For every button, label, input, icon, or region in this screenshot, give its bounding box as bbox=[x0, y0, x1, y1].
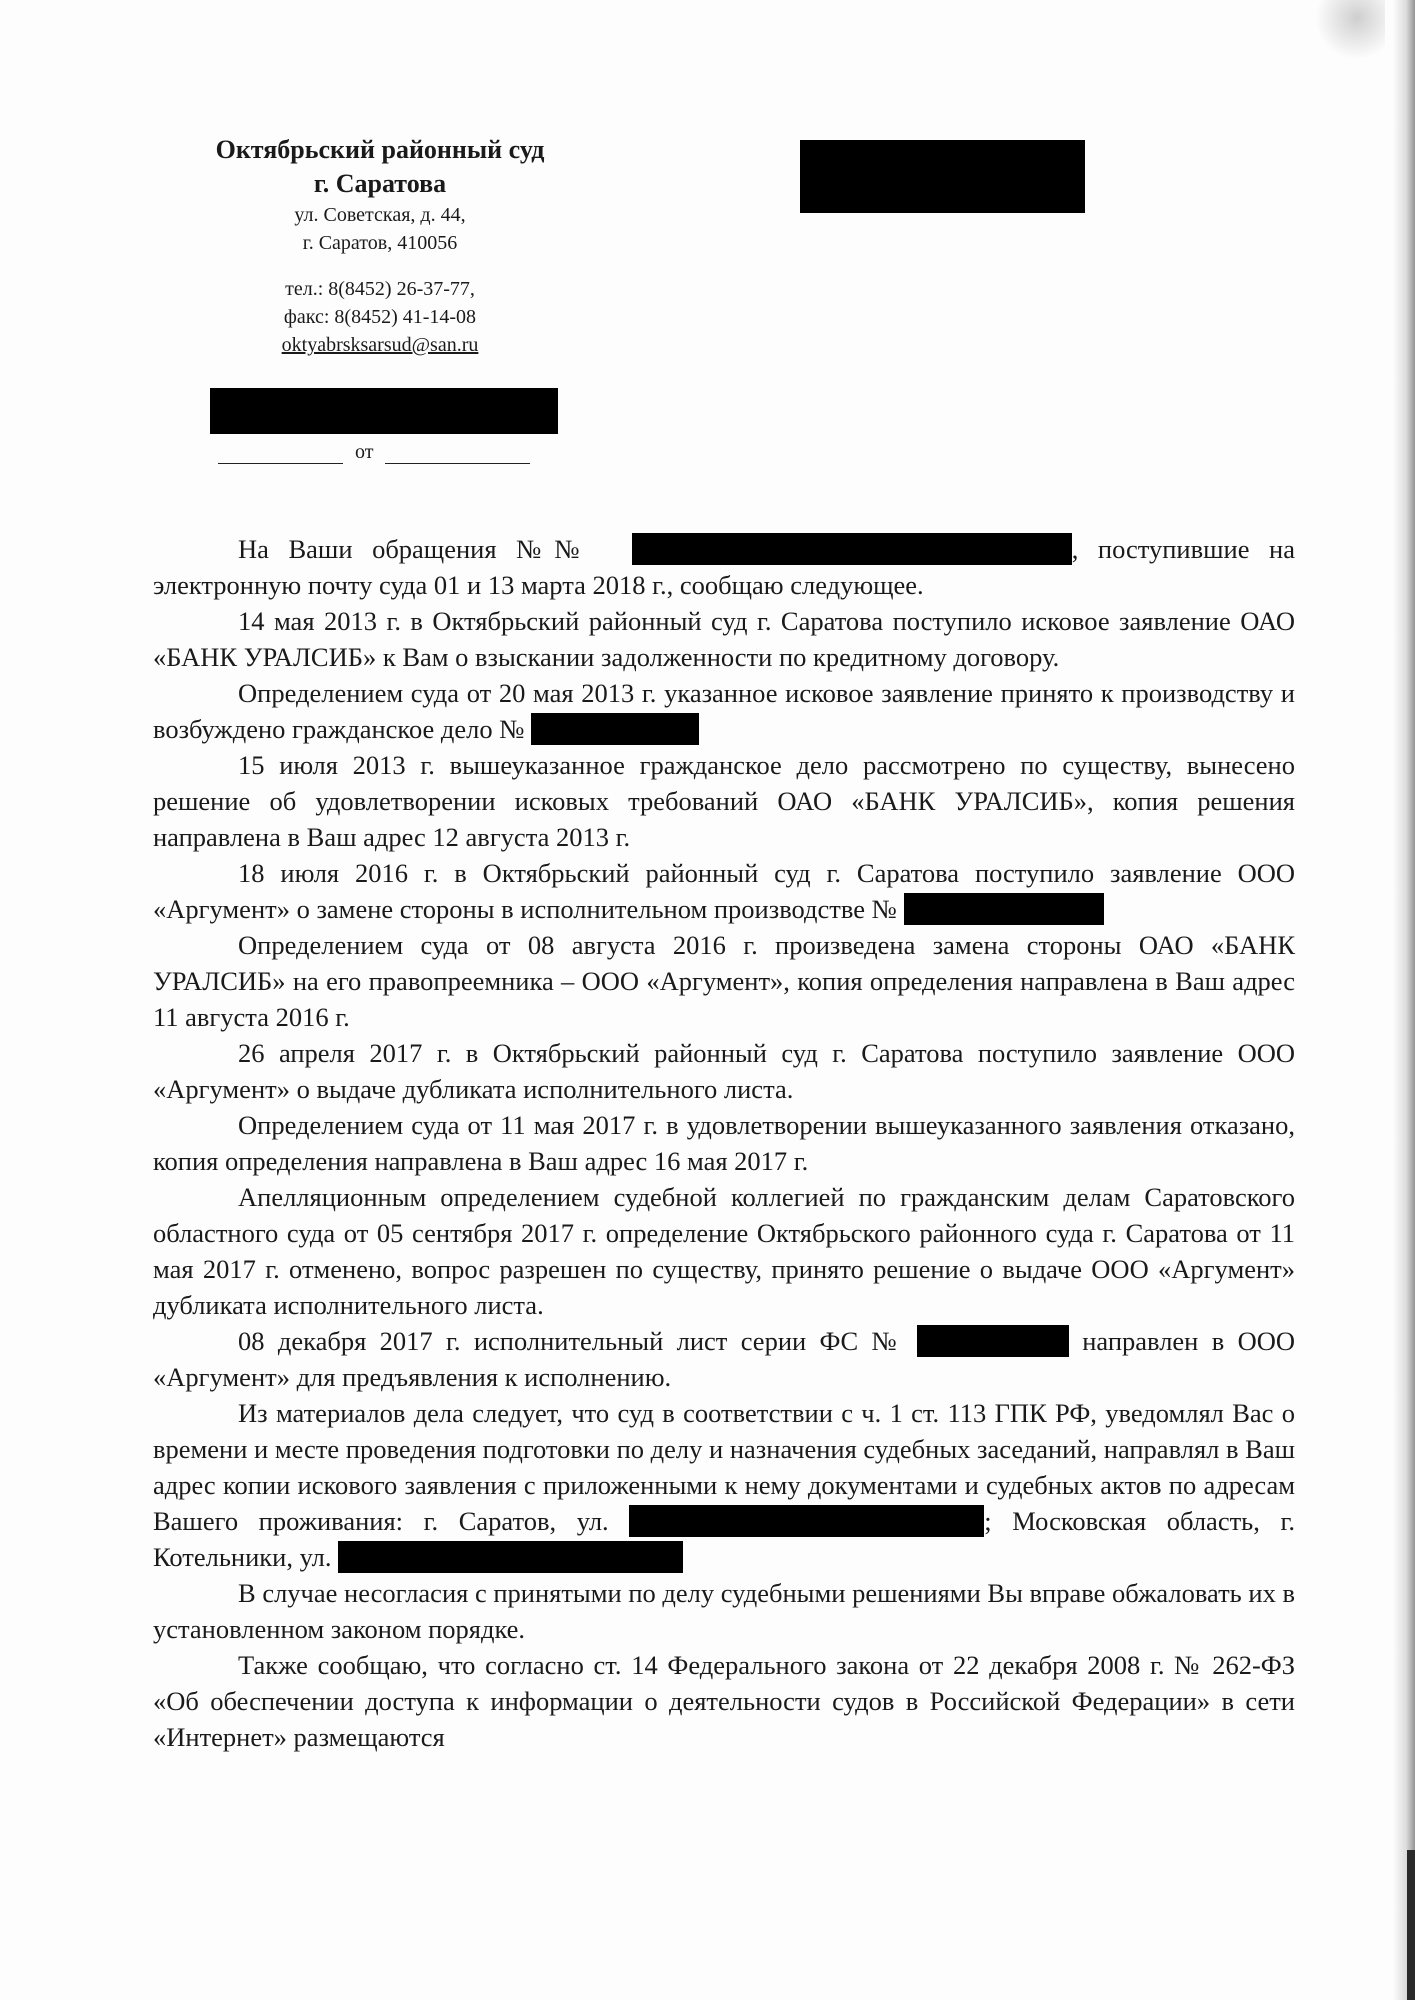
redacted-saratov-address bbox=[629, 1505, 984, 1537]
redacted-enforcement-number bbox=[904, 893, 1104, 925]
outgoing-from-label: от bbox=[355, 441, 374, 463]
paragraph-5: 18 июля 2016 г. в Октябрьский районный суд г. Саратова поступило заявление ООО «Аргумент» о замене стороны в исполнительном производстве № bbox=[153, 858, 1295, 924]
redacted-outgoing-number bbox=[210, 388, 558, 434]
paragraph-3: Определением суда от 20 мая 2013 г. указанное исковое заявление принято к производству и возбуждено гражданское дело № bbox=[153, 678, 1295, 744]
paragraph-13: Также сообщаю, что согласно ст. 14 Федерального закона от 22 декабря 2008 г. № 262-ФЗ «Об обеспечении доступа к информации о деятельности судов в Российской Федерации» в сети «Интернет» размещаются bbox=[153, 1650, 1295, 1752]
letter-body bbox=[153, 531, 1295, 1755]
paragraph-11: Из материалов дела следует, что суд в соответствии с ч. 1 ст. 113 ГПК РФ, уведомлял Вас о времени и месте проведения подготовки по делу и назначения судебных заседаний, направлял в Ваш адрес копии искового заявления с приложенными к нему документами и судебных актов по адресам Вашего проживания: г. Саратов, ул. ; Московская область, г. Котельники, ул. bbox=[153, 1398, 1295, 1572]
paragraph-4: 15 июля 2013 г. вышеуказанное гражданское дело рассмотрено по существу, вынесено решение об удовлетворении исковых требований ОАО «БАНК УРАЛСИБ», копия решения направлена в Ваш адрес 12 августа 2013 г. bbox=[153, 750, 1295, 852]
scan-artifact bbox=[1315, 0, 1385, 60]
redacted-case-number bbox=[531, 713, 699, 745]
outgoing-number-line bbox=[218, 440, 538, 464]
scan-shadow-edge bbox=[1393, 0, 1415, 2000]
court-email-link[interactable]: oktyabrsksarsud@san.ru bbox=[281, 334, 479, 356]
court-address-city: г. Саратов, 410056 bbox=[302, 232, 458, 254]
court-phone: тел.: 8(8452) 26-37-77, bbox=[285, 278, 475, 300]
paragraph-10: 08 декабря 2017 г. исполнительный лист серии ФС № направлен в ООО «Аргумент» для предъявления к исполнению. bbox=[153, 1326, 1296, 1392]
redacted-recipient bbox=[800, 140, 1085, 213]
court-name-line1: Октябрьский районный суд bbox=[215, 135, 545, 164]
paragraph-1: На Ваши обращения №№ , поступившие на электронную почту суда 01 и 13 марта 2018 г., сообщаю следующее. bbox=[153, 534, 1295, 600]
paragraph-6: Определением суда от 08 августа 2016 г. произведена замена стороны ОАО «БАНК УРАЛСИБ» на его правопреемника – ООО «Аргумент», копия определения направлена в Ваш адрес 11 августа 2016 г. bbox=[153, 930, 1295, 1032]
paragraph-2: 14 мая 2013 г. в Октябрьский районный суд г. Саратова поступило исковое заявление ОАО «БАНК УРАЛСИБ» к Вам о взыскании задолженности по кредитному договору. bbox=[153, 606, 1295, 672]
paragraph-12: В случае несогласия с принятыми по делу судебными решениями Вы вправе обжаловать их в установленном законом порядке. bbox=[153, 1578, 1295, 1644]
paragraph-7: 26 апреля 2017 г. в Октябрьский районный суд г. Саратова поступило заявление ООО «Аргумент» о выдаче дубликата исполнительного листа. bbox=[153, 1038, 1295, 1104]
paragraph-9: Апелляционным определением судебной коллегией по гражданским делам Саратовского областного суда от 05 сентября 2017 г. определение Октябрьского районного суда г. Саратова от 11 мая 2017 г. отменено, вопрос разрешен по существу, принято решение о выдаче ООО «Аргумент» дубликата исполнительного листа. bbox=[153, 1182, 1295, 1320]
paragraph-8: Определением суда от 11 мая 2017 г. в удовлетворении вышеуказанного заявления отказано, копия определения направлена в Ваш адрес 16 мая 2017 г. bbox=[153, 1110, 1295, 1176]
court-address-street: ул. Советская, д. 44, bbox=[294, 204, 466, 226]
redacted-kotelniki-address bbox=[338, 1541, 683, 1573]
scan-artifact-bottom bbox=[1407, 1850, 1415, 2000]
redacted-appeal-numbers bbox=[632, 533, 1072, 565]
court-fax: факс: 8(8452) 41-14-08 bbox=[283, 306, 477, 328]
court-letterhead bbox=[150, 133, 610, 359]
court-name-line2: г. Саратова bbox=[313, 169, 447, 198]
redacted-writ-number bbox=[917, 1325, 1069, 1357]
